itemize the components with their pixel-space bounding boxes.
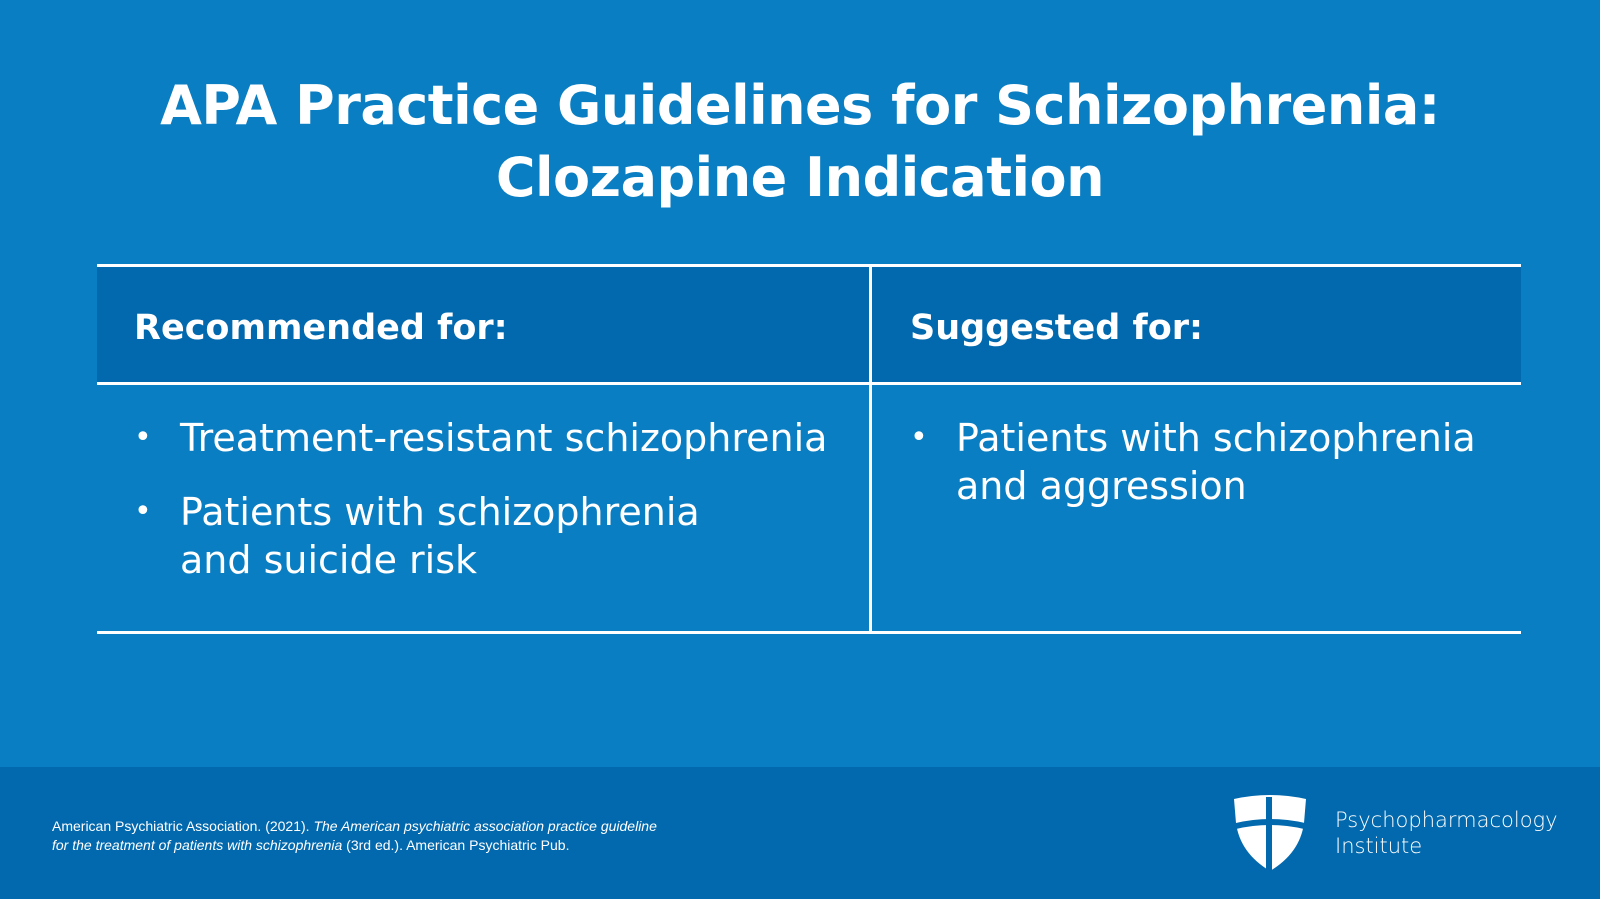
recommended-header: Recommended for: [134, 308, 508, 348]
list-item [134, 414, 854, 462]
brand-line-2: Institute [1335, 834, 1423, 858]
citation-title-2: for the treatment of patients with schizophrenia [52, 837, 343, 853]
slide-title [0, 70, 1600, 214]
list-item-text: Treatment-resistant schizophrenia [180, 416, 828, 460]
list-item-text-continued: and suicide risk [180, 538, 478, 582]
citation-publisher: (3rd ed.). American Psychiatric Pub. [342, 837, 570, 853]
list-item-text-continued: and aggression [956, 464, 1247, 508]
list-item-text: Patients with schizophrenia [180, 490, 700, 534]
suggested-header: Suggested for: [910, 308, 1204, 348]
table-bottom-border [97, 631, 1521, 634]
table-header-divider [97, 382, 1521, 385]
table-column-divider [869, 264, 872, 634]
list-item-text: Patients with schizophrenia [956, 416, 1476, 460]
shield-cross-icon [1230, 793, 1310, 873]
title-line-1: APA Practice Guidelines for Schizophrenia: [160, 74, 1440, 137]
table-top-border [97, 264, 1521, 267]
title-line-2: Clozapine Indication [495, 146, 1105, 209]
list-item [134, 488, 854, 584]
indication-table [97, 264, 1521, 634]
suggested-list [910, 414, 1510, 536]
list-item [910, 414, 1510, 510]
citation-author: American Psychiatric Association. (2021). [52, 818, 314, 834]
brand-line-1: Psychopharmacology [1335, 808, 1558, 832]
footer-band [0, 767, 1600, 899]
recommended-list [134, 414, 854, 610]
citation [52, 817, 772, 855]
brand-name [1335, 807, 1558, 859]
citation-title-1: The American psychiatric association practice guideline [313, 818, 657, 834]
